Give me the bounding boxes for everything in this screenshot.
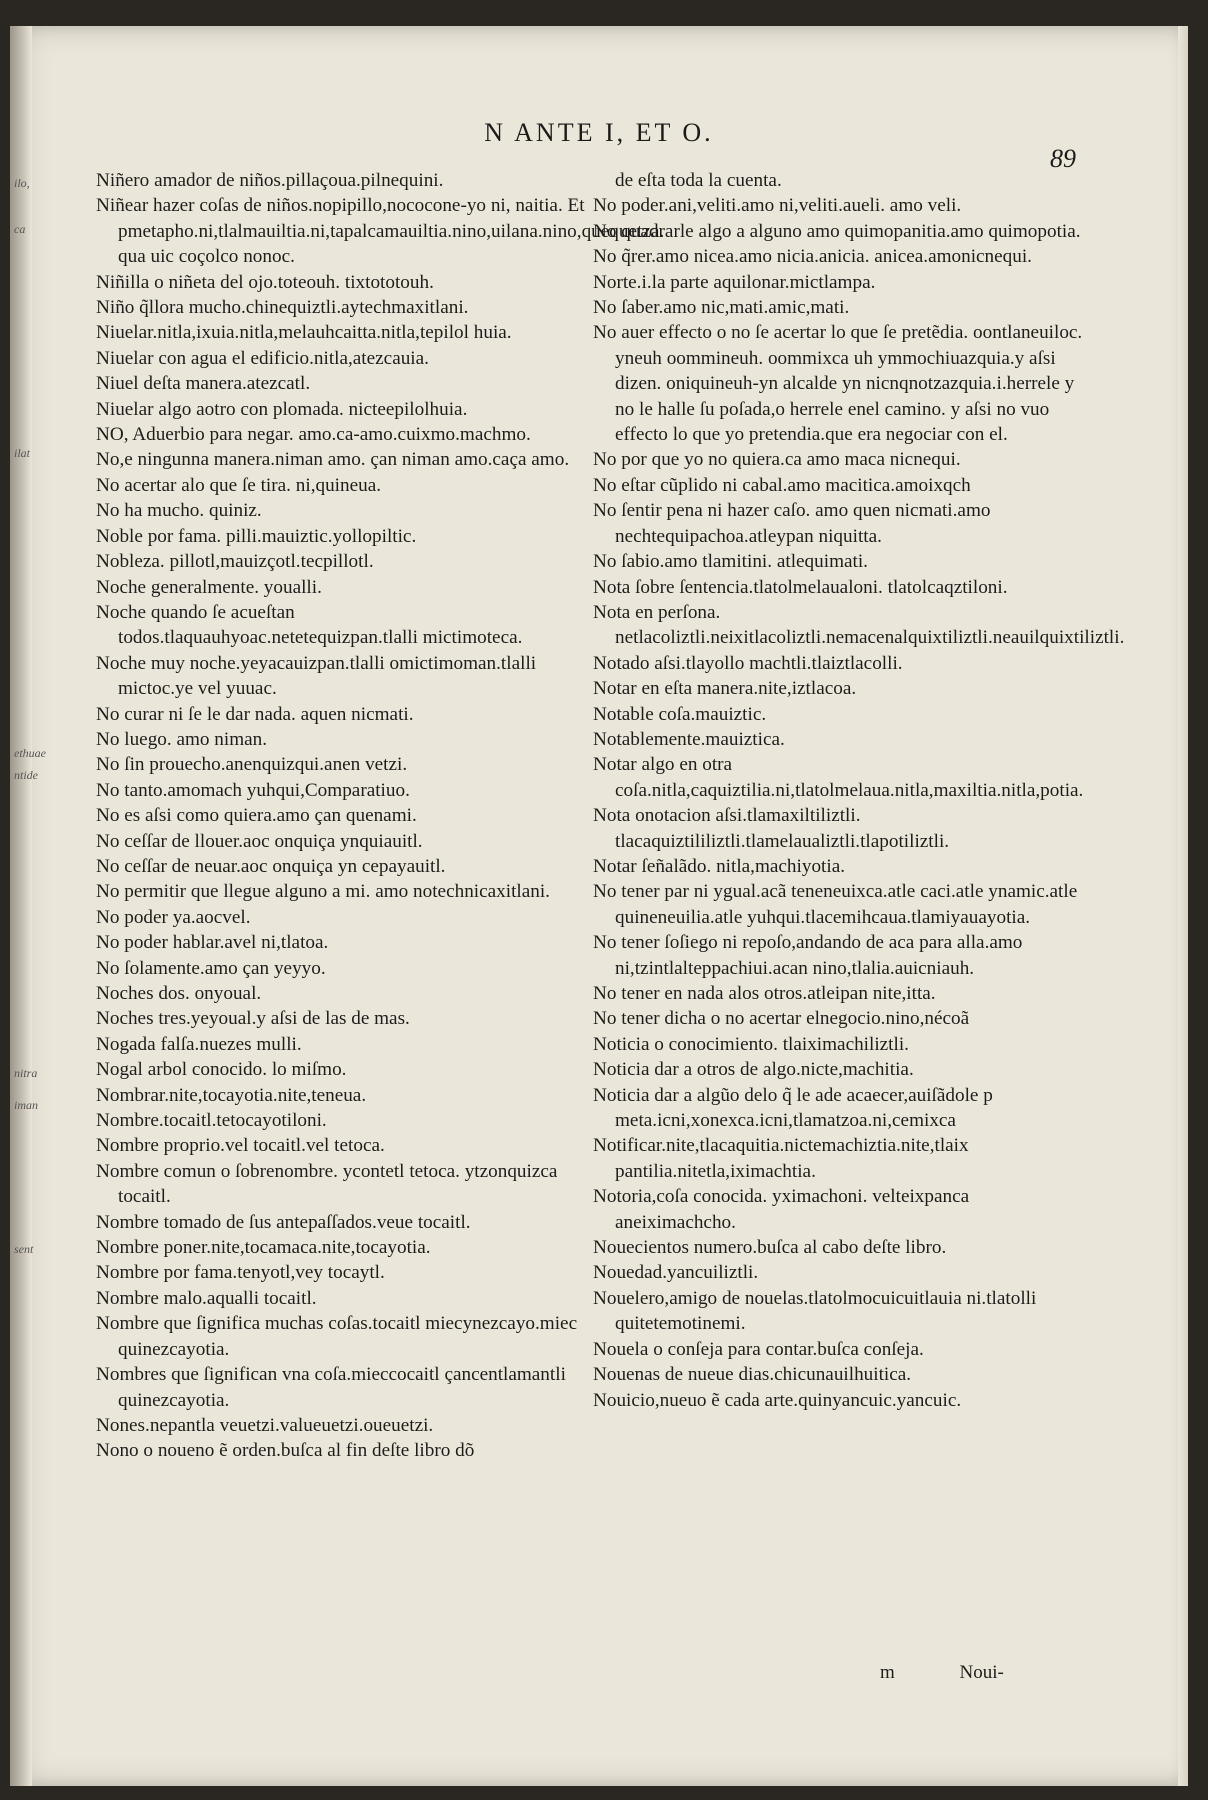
bleed-fragment: ca bbox=[14, 222, 26, 236]
dictionary-entry: Niuelar.nitla,ixuia.nitla,melauhcaitta.nitla,tepilol huia. bbox=[96, 322, 512, 344]
dictionary-entry: No luego. amo niman. bbox=[96, 728, 268, 750]
dictionary-entry: No tener ſoſiego ni repoſo,andando de aca para alla.amo ni,tzintlalteppachiui.acan nino,tlalia.auicniauh. bbox=[593, 932, 1023, 979]
dictionary-entry: Niuelar con agua el edificio.nitla,atezcauia. bbox=[96, 347, 429, 369]
dictionary-entry: Niñero amador de niños.pillaçoua.pilnequini. bbox=[96, 170, 444, 191]
dictionary-entry: Nogal arbol conocido. lo miſmo. bbox=[96, 1059, 347, 1081]
dictionary-entry: Notar algo en otra coſa.nitla,caquiztilia.ni,tlatolmelaua.nitla,maxiltia.nitla,potia. bbox=[593, 754, 1084, 801]
right-column bbox=[593, 168, 1125, 1413]
dictionary-entry: Nombre poner.nite,tocamaca.nite,tocayotia. bbox=[96, 1237, 431, 1259]
dictionary-entry: Nobleza. pillotl,mauizçotl.tecpillotl. bbox=[96, 551, 374, 573]
dictionary-entry: No ſaber.amo nic,mati.amic,mati. bbox=[593, 297, 850, 319]
dictionary-entry: No ſentir pena ni hazer caſo. amo quen nicmati.amo nechtequipachoa.atleypan niquitta. bbox=[593, 500, 991, 547]
dictionary-entry: Nombre.tocaitl.tetocayotiloni. bbox=[96, 1110, 327, 1132]
dictionary-entry: Noticia dar a algũo delo q̃ le ade acaecer,auiſãdole p meta.icni,xonexca.icni,tlamatzoa.ni,cemixca bbox=[593, 1084, 993, 1132]
dictionary-entry: No por que yo no quiera.ca amo maca nicnequi. bbox=[593, 449, 961, 471]
dictionary-entry: No eſtar cũplido ni cabal.amo macitica.amoixqch bbox=[593, 474, 971, 496]
dictionary-entry: Notado aſsi.tlayollo machtli.tlaiztlacolli. bbox=[593, 652, 903, 674]
dictionary-entry: Niño q̃llora mucho.chinequiztli.aytechmaxitlani. bbox=[96, 297, 469, 319]
dictionary-entry: Notablemente.mauiztica. bbox=[593, 728, 785, 750]
bleed-fragment: iman bbox=[14, 1098, 38, 1112]
dictionary-entry: Noches tres.yeyoual.y aſsi de las de mas. bbox=[96, 1008, 410, 1030]
dictionary-entry: Nono o noueno ẽ orden.buſca al fin deſte libro dõ bbox=[96, 1440, 475, 1462]
dictionary-entry: Nombres que ſignifican vna coſa.mieccocaitl çancentlamantli quinezcayotia. bbox=[96, 1364, 566, 1411]
page-edge bbox=[1178, 26, 1188, 1786]
dictionary-entry: Nouelero,amigo de nouelas.tlatolmocuicuitlauia ni.tlatolli quitetemotinemi. bbox=[593, 1287, 1037, 1335]
dictionary-entry: No poder hablar.avel ni,tlatoa. bbox=[96, 932, 329, 954]
bleed-fragment: ntide bbox=[14, 768, 38, 782]
dictionary-entry: Niuel deſta manera.atezcatl. bbox=[96, 373, 311, 395]
dictionary-entry: No ſabio.amo tlamitini. atlequimati. bbox=[593, 551, 868, 573]
bleed-fragment: ilo, bbox=[14, 176, 30, 190]
dictionary-entry: Nouela o conſeja para contar.buſca conſeja. bbox=[593, 1338, 924, 1360]
dictionary-entry: No auer effecto o no ſe acertar lo que ſe pretẽdia. oontlaneuiloc. yneuh oommineuh. oommixca uh ymmochiuazquia.y aſsi dizen. oniquineuh-yn alcalde yn nicnqnotzazquia.i.herrele y no le halle ſu poſada,o herrele enel camino. y aſsi no vuo effecto lo que yo pretendia.que era negociar con el. bbox=[593, 322, 1083, 446]
dictionary-entry: Noches dos. onyoual. bbox=[96, 983, 262, 1004]
dictionary-entry: No quadrarle algo a alguno amo quimopanitia.amo quimopotia. bbox=[593, 220, 1081, 242]
page-footer bbox=[880, 1662, 1064, 1684]
dictionary-entry: Notoria,coſa conocida. yximachoni. velteixpanca aneiximachcho. bbox=[593, 1186, 970, 1233]
gutter-shadow bbox=[10, 26, 32, 1786]
dictionary-entry: Notable coſa.mauiztic. bbox=[593, 703, 767, 725]
dictionary-entry: Notar en eſta manera.nite,iztlacoa. bbox=[593, 678, 857, 700]
bleed-fragment: ethuae bbox=[14, 746, 46, 760]
dictionary-entry: No,e ningunna manera.niman amo. çan niman amo.caça amo. bbox=[96, 449, 570, 471]
dictionary-entry: Nombre que ſignifica muchas coſas.tocaitl miecynezcayo.miec quinezcayotia. bbox=[96, 1313, 578, 1360]
dictionary-entry: No poder ya.aocvel. bbox=[96, 906, 251, 928]
dictionary-entry: Nombre tomado de ſus antepaſſados.veue tocaitl. bbox=[96, 1211, 471, 1233]
dictionary-entry: No permitir que llegue alguno a mi. amo notechnicaxitlani. bbox=[96, 881, 550, 903]
catchword: Noui- bbox=[959, 1662, 1004, 1683]
dictionary-entry: Noche generalmente. youalli. bbox=[96, 576, 322, 598]
dictionary-entry: Noticia dar a otros de algo.nicte,machitia. bbox=[593, 1059, 914, 1081]
dictionary-entry: NO, Aduerbio para negar. amo.ca-amo.cuixmo.machmo. bbox=[96, 424, 531, 446]
dictionary-entry: Nombre proprio.vel tocaitl.vel tetoca. bbox=[96, 1135, 385, 1157]
dictionary-entry: No ſin prouecho.anenquizqui.anen vetzi. bbox=[96, 754, 408, 776]
dictionary-entry: No q̃rer.amo nicea.amo nicia.anicia. anicea.amonicnequi. bbox=[593, 246, 1032, 268]
dictionary-entry: Noble por fama. pilli.mauiztic.yollopiltic. bbox=[96, 525, 417, 547]
dictionary-entry: Nota en perſona. netlacoliztli.neixitlacoliztli.nemacenalquixtiliztli.neauilquixtiliztli. bbox=[593, 601, 1125, 649]
dictionary-entry: No es aſsi como quiera.amo çan quenami. bbox=[96, 805, 417, 827]
dictionary-entry: Noche muy noche.yeyacauizpan.tlalli omictimoman.tlalli mictoc.ye vel yuuac. bbox=[96, 652, 537, 700]
dictionary-entry: No ſolamente.amo çan yeyyo. bbox=[96, 957, 326, 979]
bleed-fragment: nitra bbox=[14, 1066, 38, 1080]
dictionary-entry: Niñear hazer coſas de niños.nopipillo,nococone-yo ni, naitia. Et pmetapho.ni,tlalmauiltia.ni,tapalcamauiltia.nino,uilana.nino,quequetza. qua uic coçolco nonoc. bbox=[96, 195, 665, 268]
dictionary-entry: Notificar.nite,tlacaquitia.nictemachiztia.nite,tlaix pantilia.nitetla,iximachtia. bbox=[593, 1135, 969, 1182]
dictionary-entry: Niuelar algo aotro con plomada. nicteepilolhuia. bbox=[96, 398, 468, 420]
bleed-fragment: ilat bbox=[14, 446, 31, 460]
dictionary-entry: No tener dicha o no acertar elnegocio.nino,nécoã bbox=[593, 1008, 970, 1030]
dictionary-entry: Nota ſobre ſentencia.tlatolmelaualoni. tlatolcaqztiloni. bbox=[593, 576, 1008, 598]
left-column bbox=[96, 168, 665, 1464]
dictionary-entry: Noticia o conocimiento. tlaiximachiliztli. bbox=[593, 1033, 909, 1055]
dictionary-entry: Notar ſeñalãdo. nitla,machiyotia. bbox=[593, 855, 846, 877]
dictionary-entry: Nones.nepantla veuetzi.valueuetzi.oueuetzi. bbox=[96, 1414, 434, 1436]
dictionary-entry: No ceſſar de llouer.aoc onquiça ynquiauitl. bbox=[96, 830, 423, 852]
dictionary-entry: No tanto.amomach yuhqui,Comparatiuo. bbox=[96, 779, 410, 801]
dictionary-entry: No acertar alo que ſe tira. ni,quineua. bbox=[96, 474, 382, 496]
dictionary-entry: Norte.i.la parte aquilonar.mictlampa. bbox=[593, 271, 876, 293]
dictionary-entry: Nombre malo.aqualli tocaitl. bbox=[96, 1287, 317, 1309]
page-number: 89 bbox=[1050, 144, 1076, 173]
bleed-fragment: sent bbox=[14, 1242, 34, 1256]
dictionary-entry: No tener en nada alos otros.atleipan nite,itta. bbox=[593, 983, 936, 1004]
dictionary-entry: Nombre comun o ſobrenombre. ycontetl tetoca. ytzonquizca tocaitl. bbox=[96, 1160, 558, 1208]
dictionary-entry: Nouenas de nueue dias.chicunauilhuitica. bbox=[593, 1364, 912, 1386]
dictionary-entry: Nombrar.nite,tocayotia.nite,teneua. bbox=[96, 1084, 367, 1106]
dictionary-entry: No tener par ni ygual.acã teneneuixca.atle caci.atle ynamic.atle quineneuilia.atle yuhqui.tlacemihcaua.tlamiyauayotia. bbox=[593, 881, 1078, 928]
dictionary-entry: Nouicio,nueuo ẽ cada arte.quinyancuic.yancuic. bbox=[593, 1389, 962, 1411]
dictionary-entry: No curar ni ſe le dar nada. aquen nicmati. bbox=[96, 703, 414, 725]
dictionary-entry: No ha mucho. quiniz. bbox=[96, 500, 262, 522]
dictionary-entry: No poder.ani,veliti.amo ni,veliti.aueli. amo veli. bbox=[593, 195, 962, 217]
dictionary-entry: No ceſſar de neuar.aoc onquiça yn cepayauitl. bbox=[96, 855, 446, 877]
dictionary-entry: Nouecientos numero.buſca al cabo deſte libro. bbox=[593, 1237, 947, 1259]
book-page bbox=[10, 26, 1188, 1786]
dictionary-entry: Nombre por fama.tenyotl,vey tocaytl. bbox=[96, 1262, 385, 1284]
dictionary-entry: Nouedad.yancuiliztli. bbox=[593, 1262, 759, 1284]
dictionary-entry: Nota onotacion aſsi.tlamaxiltiliztli. tlacaquiztililiztli.tlamelaualiztli.tlapotiliztli. bbox=[593, 805, 950, 852]
signature-mark: m bbox=[880, 1662, 895, 1683]
dictionary-entry: Nogada falſa.nuezes mulli. bbox=[96, 1033, 302, 1055]
running-head: N ANTE I, ET O. bbox=[484, 118, 714, 147]
dictionary-entry: Niñilla o niñeta del ojo.toteouh. tixtototouh. bbox=[96, 271, 434, 293]
dictionary-entry: de eſta toda la cuenta. bbox=[615, 170, 782, 191]
dictionary-entry: Noche quando ſe acueſtan todos.tlaquauhyoac.netetequizpan.tlalli mictimoteca. bbox=[96, 601, 523, 649]
